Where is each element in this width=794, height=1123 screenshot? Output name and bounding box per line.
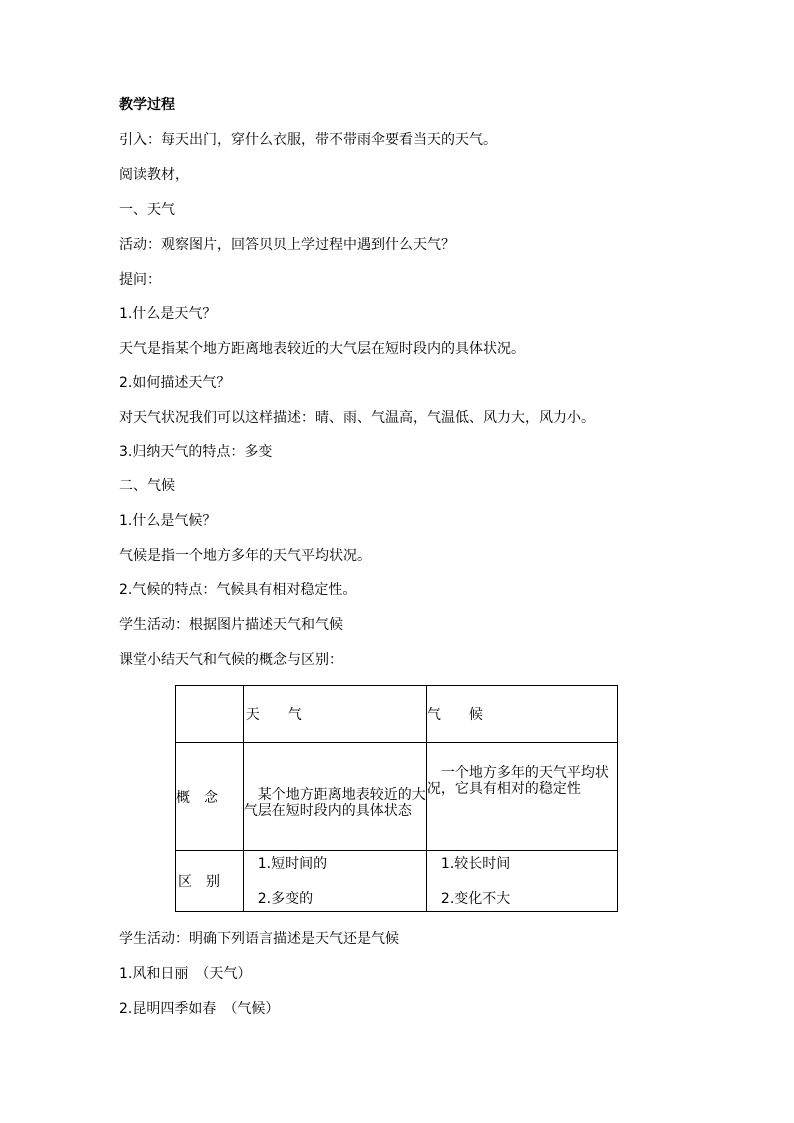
- text-line: 气候是指一个地方多年的天气平均状况。: [119, 548, 371, 564]
- text-line: 1.什么是天气？: [119, 306, 217, 322]
- header-weather-text: 天 气: [245, 707, 302, 723]
- text-line: 2.如何描述天气？: [119, 375, 231, 391]
- text-line: 1.风和日丽 （天气）: [119, 966, 252, 982]
- table-header-weather: [243, 686, 426, 743]
- text-line: 提问：: [119, 272, 161, 288]
- section-heading-weather: 一、天气: [119, 202, 175, 218]
- table-header-climate: [426, 686, 617, 743]
- table-header-cell: [176, 686, 244, 743]
- header-climate-text: 气 候: [426, 707, 483, 723]
- text-line: 阅读教材，: [119, 167, 189, 183]
- table-header-row: [176, 686, 618, 743]
- text-line: 2.气候的特点：气候具有相对稳定性。: [119, 582, 357, 598]
- diff-weather-cell: [243, 851, 426, 912]
- diff-climate-item: 2.变化不大: [440, 890, 511, 907]
- concept-label-cell: [176, 743, 244, 851]
- concept-label: 概 念: [176, 789, 218, 806]
- comparison-table: [175, 685, 618, 912]
- diff-weather-list: [244, 855, 426, 908]
- text-line: 学生活动：明确下列语言描述是天气还是气候: [119, 931, 399, 947]
- diff-weather-item: 1.短时间的: [257, 855, 328, 872]
- diff-climate-cell: [426, 851, 617, 912]
- table-row-concept: [176, 743, 618, 851]
- diff-weather-item: 2.多变的: [257, 890, 314, 907]
- text-line: 2.昆明四季如春 （气候）: [119, 1001, 280, 1017]
- concept-weather-cell: [243, 743, 426, 851]
- section-heading-climate: 二、气候: [119, 478, 175, 494]
- text-line: 活动：观察图片，回答贝贝上学过程中遇到什么天气？: [119, 237, 455, 253]
- text-line: 3.归纳天气的特点：多变: [119, 444, 273, 460]
- heading-teaching-process: 教学过程: [119, 97, 175, 113]
- concept-climate-cell: [426, 743, 617, 851]
- concept-climate-text: 一个地方多年的天气平均状况，它具有相对的稳定性: [426, 765, 609, 797]
- diff-climate-item: 1.较长时间: [440, 855, 511, 872]
- concept-weather-text: 某个地方距离地表较近的大气层在短时段内的具体状态: [243, 786, 426, 819]
- table-row-difference: [176, 851, 618, 912]
- diff-climate-list: [427, 855, 617, 908]
- text-line: 对天气状况我们可以这样描述：晴、雨、气温高，气温低、风力大，风力小。: [119, 410, 595, 426]
- text-line: 学生活动：根据图片描述天气和气候: [119, 617, 343, 633]
- text-line: 1.什么是气候？: [119, 513, 217, 529]
- text-line: 课堂小结天气和气候的概念与区别：: [119, 652, 343, 668]
- text-line: 天气是指某个地方距离地表较近的大气层在短时段内的具体状况。: [119, 341, 525, 357]
- text-line: 引入：每天出门，穿什么衣服，带不带雨伞要看当天的天气。: [119, 132, 497, 148]
- diff-label: 区 别: [178, 874, 220, 890]
- diff-label-cell: [176, 851, 244, 912]
